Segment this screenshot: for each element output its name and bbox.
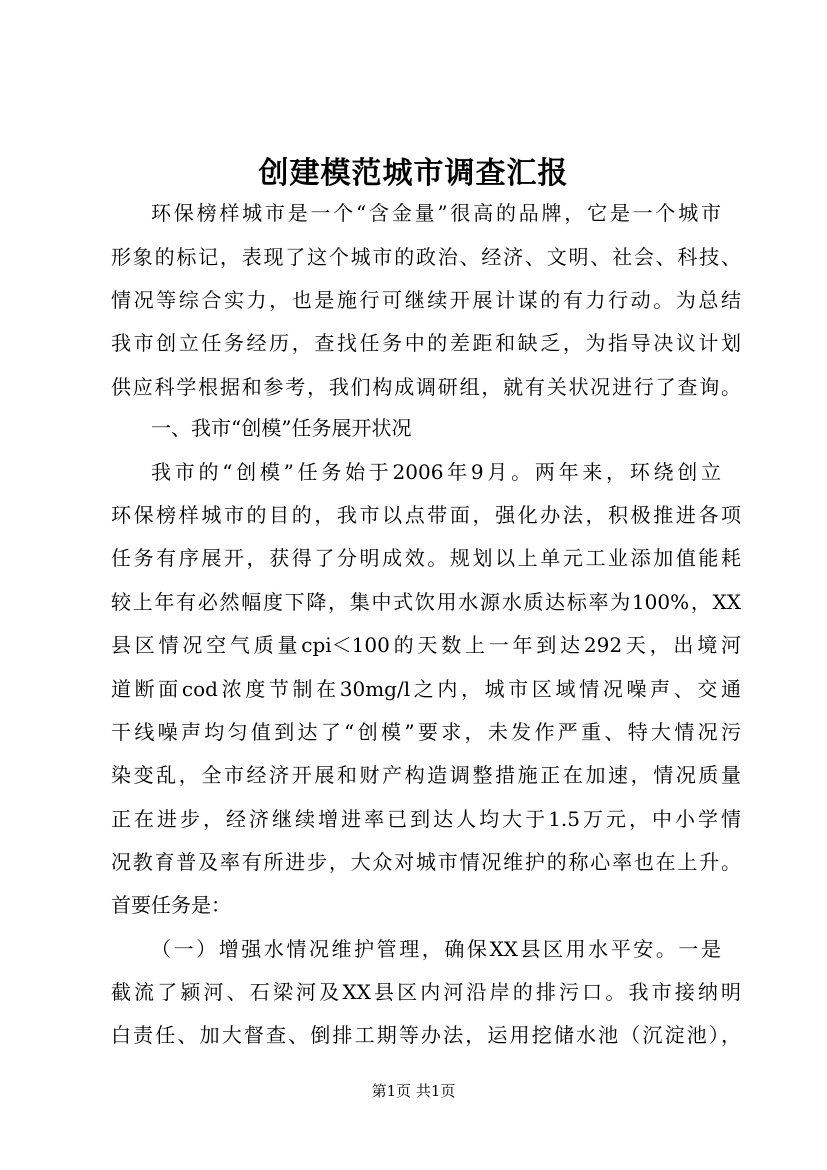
paragraph-line: 染变乱，全市经济开展和财产构造调整措施正在加速，情况质量	[111, 763, 741, 787]
paragraph-line: 形象的标记，表现了这个城市的政治、经济、文明、社会、科技、	[111, 245, 741, 269]
section-heading: 一、我市“创模”任务展开状况	[151, 416, 412, 440]
paragraph-line: 干线噪声均匀值到达了“创模”要求，未发作严重、特大情况污	[111, 720, 741, 744]
paragraph-line: 正在进步，经济继续增进率已到达人均大于1.5万元，中小学情	[111, 807, 741, 831]
paragraph-line: 我市的“创模”任务始于2006年9月。两年来，环绕创立	[151, 460, 721, 484]
paragraph-line: （一）增强水情况维护管理，确保XX县区用水平安。一是	[151, 937, 721, 961]
paragraph-line: 截流了颍河、石梁河及XX县区内河沿岸的排污口。我市接纳明	[111, 980, 741, 1004]
document-title: 创建模范城市调查汇报	[258, 156, 569, 191]
page-footer: 第1页 共1页	[371, 1082, 456, 1100]
paragraph-line: 较上年有必然幅度下降，集中式饮用水源水质达标率为100%，XX	[111, 590, 741, 614]
paragraph-line: 供应科学根据和参考，我们构成调研组，就有关状况进行了查询。	[111, 375, 741, 399]
paragraph-line: 我市创立任务经历，查找任务中的差距和缺乏，为指导决议计划	[111, 331, 741, 355]
paragraph-line: 情况等综合实力，也是施行可继续开展计谋的有力行动。为总结	[111, 288, 741, 312]
paragraph-line: 县区情况空气质量cpi＜100的天数上一年到达292天，出境河	[111, 633, 741, 657]
paragraph-line: 道断面cod浓度节制在30mg/l之内，城市区域情况噪声、交通	[111, 677, 741, 701]
paragraph-line: 白责任、加大督查、倒排工期等办法，运用挖储水池（沉淀池），	[111, 1023, 741, 1047]
paragraph-line: 况教育普及率有所进步，大众对城市情况维护的称心率也在上升。	[111, 850, 741, 874]
paragraph-line: 环保榜样城市是一个“含金量”很高的品牌，它是一个城市	[151, 201, 721, 225]
paragraph-line: 首要任务是：	[111, 893, 231, 917]
paragraph-line: 环保榜样城市的目的，我市以点带面，强化办法，积极推进各项	[111, 503, 741, 527]
paragraph-line: 任务有序展开，获得了分明成效。规划以上单元工业添加值能耗	[111, 546, 741, 570]
